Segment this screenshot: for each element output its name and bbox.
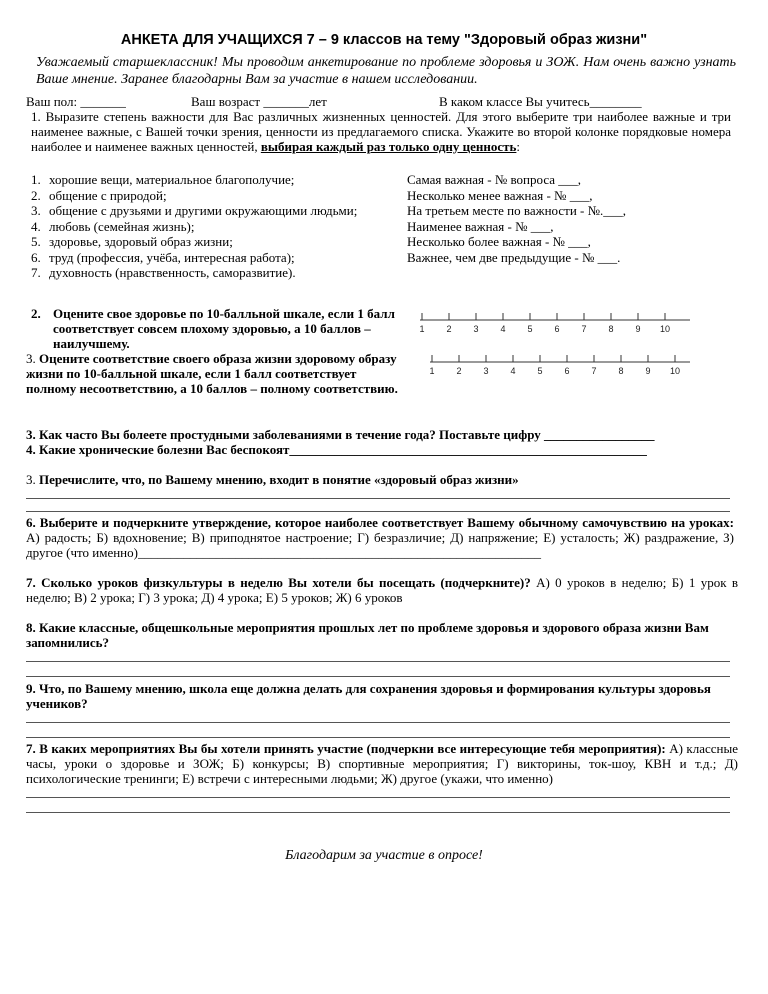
- question-2-text: Оцените свое здоровье по 10-балльной шкале, если 1 балл соответствует совсем плохому здоровью, а 10 баллов – наилучшему.: [53, 306, 395, 351]
- thanks-text: Благодарим за участие в опросе!: [285, 848, 483, 863]
- question-6-options[interactable]: А) радость; Б) вдохновение; В) приподнятое настроение; Г) безразличие; Д) напряжение; Е) усталость; Ж) раздражение, З) другое (что именно)______________________________________________________________: [26, 530, 734, 560]
- grade-field[interactable]: В каком классе Вы учитесь________: [439, 94, 642, 109]
- scale-label: 7: [581, 324, 587, 334]
- rank-field[interactable]: Важнее, чем две предыдущие - № ___.: [407, 249, 621, 265]
- question-3c-text: Перечислите, что, по Вашему мнению, входит в понятие «здоровый образ жизни»: [39, 472, 519, 487]
- scale-label: 9: [635, 324, 641, 334]
- question-4[interactable]: 4. Какие хронические болезни Вас беспокоят_______________________________________________________: [26, 442, 647, 457]
- scale-label: 2: [446, 324, 452, 334]
- value-item: 5. здоровье, здоровый образ жизни;: [31, 234, 233, 249]
- answer-line[interactable]: [26, 511, 730, 512]
- scale-label: 10: [659, 324, 671, 334]
- scale-label: 7: [591, 366, 597, 376]
- scale-label: 5: [527, 324, 533, 334]
- value-item: 1. хорошие вещи, материальное благополучие;: [31, 172, 295, 187]
- question-7a-options[interactable]: А) 0 уроков в неделю; Б) 1 урок в неделю; В) 2 урока; Г) 3 урока; Д) 4 урока; Е) 5 уроков; Ж) 6 уроков: [26, 575, 738, 605]
- question-6: [26, 515, 734, 560]
- rank-field[interactable]: Самая важная - № вопроса ___,: [407, 172, 582, 187]
- scale-label: 8: [608, 324, 614, 334]
- question-8: 8. Какие классные, общешкольные мероприятия прошлых лет по проблеме здоровья и здорового образа жизни Вам запомнились?: [26, 620, 709, 650]
- rank-field[interactable]: Несколько менее важная - № ___,: [407, 187, 593, 203]
- value-item: 4. любовь (семейная жизнь);: [31, 218, 195, 234]
- scale-label: 1: [419, 324, 425, 334]
- question-3b[interactable]: 3. Как часто Вы болеете простудными заболеваниями в течение года? Поставьте цифру _________________: [26, 427, 655, 442]
- answer-line[interactable]: [26, 661, 730, 662]
- answer-line[interactable]: [26, 722, 730, 723]
- question-1-highlight: выбирая каждый раз только одну ценность: [260, 139, 517, 154]
- rating-scale-1[interactable]: [420, 312, 692, 336]
- rank-field[interactable]: Несколько более важная - № ___,: [407, 234, 591, 249]
- question-7b-options[interactable]: А) классные часы, уроки о здоровье и ЗОЖ; Б) конкурсы; В) спортивные мероприятия; Г) викторины, ток-шоу, КВН и т.д.; Д) психологические тренинги; Е) встречи с интересными людьми; Ж) другое (укажи, что именно): [26, 741, 739, 786]
- answer-line[interactable]: [26, 676, 730, 677]
- question-7b-text: 7. В каких мероприятиях Вы бы хотели принять участие (подчеркни все интересующие тебя мероприятия):: [26, 741, 666, 756]
- age-field[interactable]: Ваш возраст _______лет: [191, 94, 327, 109]
- lifestyle-scale[interactable]: [430, 354, 702, 382]
- scale-label: 8: [618, 366, 624, 376]
- rank-field[interactable]: Наименее важная - № ___,: [407, 218, 554, 234]
- answer-line[interactable]: [26, 498, 730, 499]
- value-item: 2. общение с природой;: [31, 187, 167, 203]
- scale-label: 4: [500, 324, 506, 334]
- answer-line[interactable]: [26, 797, 730, 798]
- scale-label: 1: [429, 366, 435, 376]
- scale-label: 3: [473, 324, 479, 334]
- answer-line[interactable]: [26, 812, 730, 813]
- question-3c: 3. Перечислите, что, по Вашему мнению, входит в понятие «здоровый образ жизни»: [26, 472, 519, 487]
- value-item: 7. духовность (нравственность, саморазвитие).: [31, 265, 296, 280]
- question-3a: 3. Оцените соответствие своего образа жизни здоровому образу жизни по 10-балльной шкале, если 1 балл соответствует полному несоответствию, а 10 баллов – полному соответствию.: [26, 351, 398, 396]
- value-item: 6. труд (профессия, учёба, интересная работа);: [31, 249, 295, 265]
- value-item: 3. общение с друзьями и другими окружающими людьми;: [31, 203, 358, 218]
- scale-label: 5: [537, 366, 543, 376]
- scale-label: 3: [483, 366, 489, 376]
- scale-label: 9: [645, 366, 651, 376]
- gender-field[interactable]: Ваш пол: _______: [26, 94, 126, 109]
- question-6-text: 6. Выберите и подчеркните утверждение, которое наиболее соответствует Вашему обычному самочувствию на уроках:: [26, 515, 734, 530]
- question-2: 2. Оцените свое здоровье по 10-балльной шкале, если 1 балл соответствует совсем плохому здоровью, а 10 баллов – наилучшему.: [31, 306, 401, 351]
- question-1: [31, 109, 731, 154]
- question-9: 9. Что, по Вашему мнению, школа еще должна делать для сохранения здоровья и формирования культуры здоровья учеников?: [26, 681, 711, 711]
- scale-label: 2: [456, 366, 462, 376]
- answer-line[interactable]: [26, 737, 730, 738]
- survey-title: АНКЕТА ДЛЯ УЧАЩИХСЯ 7 – 9 классов на тему "Здоровый образ жизни": [120, 32, 648, 48]
- values-list: [31, 172, 389, 281]
- scale-label: 4: [510, 366, 516, 376]
- question-7b: [26, 741, 738, 786]
- health-scale[interactable]: [420, 312, 692, 340]
- question-3a-text: Оцените соответствие своего образа жизни здоровому образу жизни по 10-балльной шкале, если 1 балл соответствует полному несоответствию, а 10 баллов – полному соответствию.: [26, 351, 398, 396]
- question-7a-text: 7. Сколько уроков физкультуры в неделю Вы хотели бы посещать (подчеркните)?: [26, 575, 531, 590]
- scale-label: 6: [564, 366, 570, 376]
- scale-label: 6: [554, 324, 560, 334]
- scale-label: 10: [669, 366, 681, 376]
- question-7a: [26, 575, 738, 605]
- rating-scale-2[interactable]: [430, 354, 702, 378]
- rank-list: [407, 172, 626, 265]
- question-1-text: 1. Выразите степень важности для Вас различных жизненных ценностей. Для этого выберите три наиболее важные и три наименее важные, с Вашей точки зрения, ценности из предлагаемого списка. Укажите во второй колонке порядковые номера наиболее и наименее важных ценностей, выбирая каждый раз только одну ценность:: [31, 109, 731, 154]
- intro-text: Уважаемый старшеклассник! Мы проводим анкетирование по проблеме здоровья и ЗОЖ. Нам очень важно узнать Ваше мнение. Заранее благодарны Вам за участие в нашем исследовании.: [36, 55, 736, 87]
- rank-field[interactable]: На третьем месте по важности - №.___,: [407, 203, 627, 218]
